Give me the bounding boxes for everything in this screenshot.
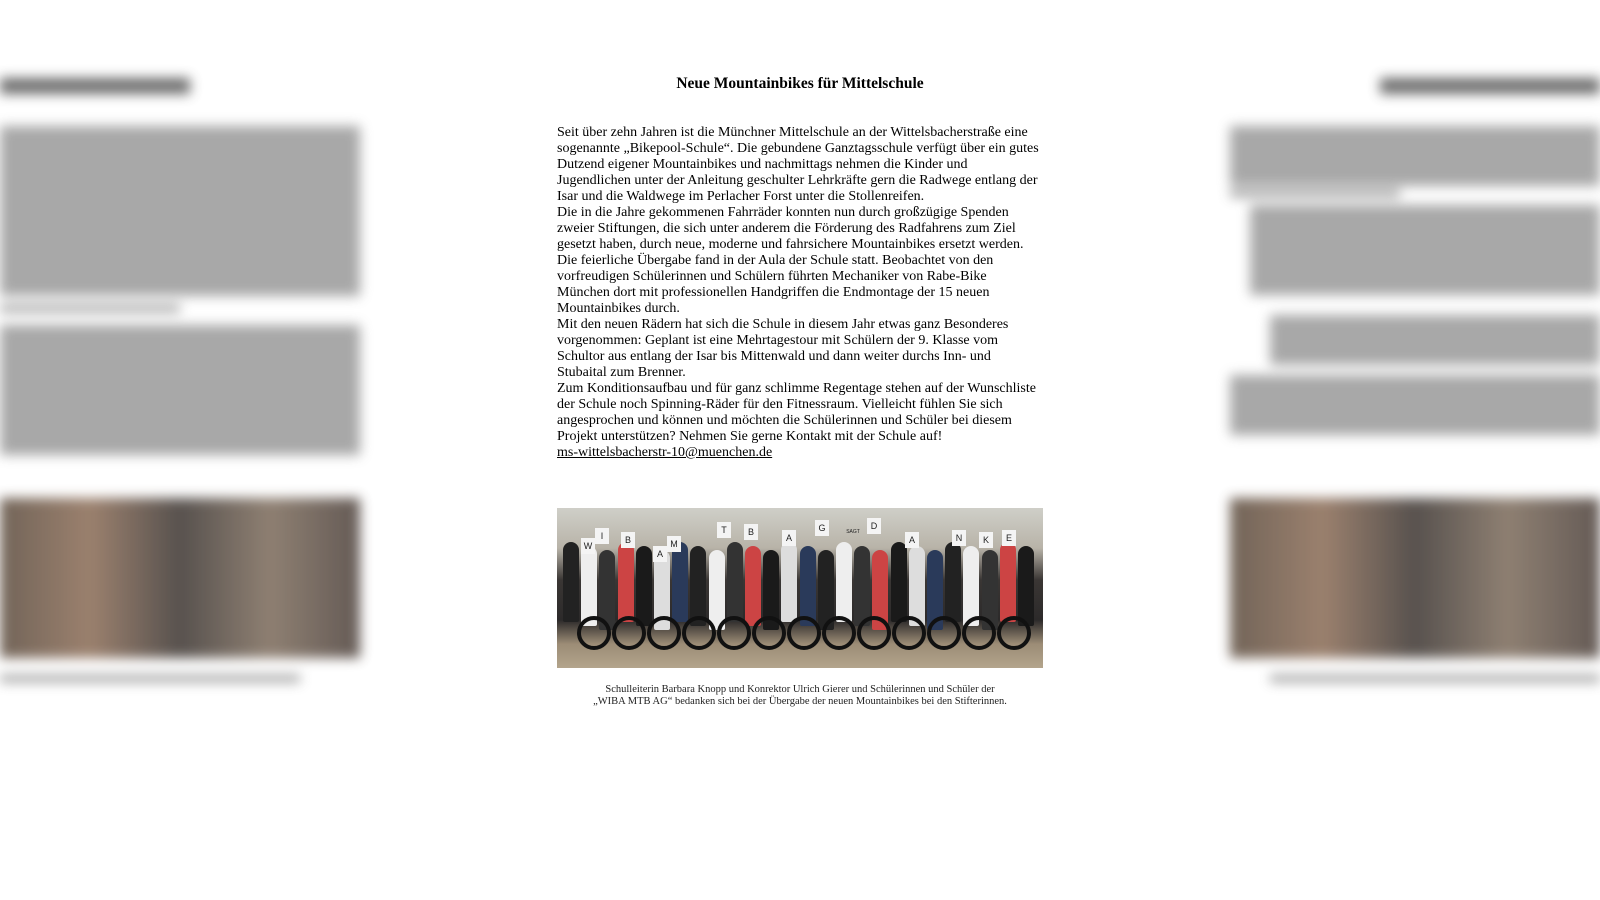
photo-sign-letter: A	[653, 546, 667, 562]
article-line: der Schule noch Spinning-Räder für den Fitnessraum. Vielleicht fühlen Sie sich	[557, 397, 1003, 412]
bike-wheel	[857, 616, 891, 650]
bike-wheel	[717, 616, 751, 650]
article-line: Mit den neuen Rädern hat sich die Schule in diesem Jahr etwas ganz Besonderes	[557, 317, 1009, 332]
person-figure	[781, 542, 797, 622]
bike-wheel	[752, 616, 786, 650]
person-figure	[909, 546, 925, 626]
article-line: Jugendlichen unter der Anleitung geschulter Lehrkräfte gern die Radwege entlang der	[557, 173, 1038, 188]
photo-sign-letter: N	[952, 530, 966, 546]
person-figure	[672, 542, 688, 622]
group-photo	[557, 508, 1043, 668]
photo-sign-letter: G	[815, 520, 829, 536]
email-line	[557, 445, 1057, 461]
photo-sign-letter: K	[979, 532, 993, 548]
bike-wheel	[612, 616, 646, 650]
person-figure	[727, 542, 743, 622]
article-line: Schultor aus entlang der Isar bis Mittenwald und dann weiter durchs Inn- und	[557, 349, 991, 364]
person-figure	[581, 546, 597, 626]
article-line: vorfreudigen Schülerinnen und Schülern führten Mechaniker von Rabe-Bike	[557, 269, 987, 284]
photo-sign-letter: B	[621, 532, 635, 548]
bike-wheel	[927, 616, 961, 650]
article-line: Isar und die Waldwege im Perlacher Forst unter die Stollenreifen.	[557, 189, 925, 204]
photo-caption	[0, 684, 1600, 708]
article-line: Mountainbikes durch.	[557, 301, 680, 316]
photo-sign-letter: A	[782, 530, 796, 546]
photo-sign-letter: M	[667, 536, 681, 552]
article-line: Die in die Jahre gekommenen Fahrräder konnten nun durch großzügige Spenden	[557, 205, 1009, 220]
article-line: angesprochen und können und möchten die Schülerinnen und Schüler bei diesem	[557, 413, 1012, 428]
article-line: Die feierliche Übergabe fand in der Aula der Schule statt. Beobachtet von den	[557, 253, 994, 268]
person-figure	[1018, 546, 1034, 626]
person-figure	[636, 546, 652, 626]
photo-sign-letter: W	[581, 538, 595, 554]
article-line: vorgenommen: Geplant ist eine Mehrtagestour mit Schülern der 9. Klasse vom	[557, 333, 999, 348]
article-line: Zum Konditionsaufbau und für ganz schlimme Regentage stehen auf der Wunschliste	[557, 381, 1036, 396]
article-line: zweier Stiftungen, die sich unter anderem die Förderung des Radfahrens zum Ziel	[557, 221, 1016, 236]
photo-sign-letter: SAGT	[846, 529, 860, 535]
person-figure	[800, 546, 816, 626]
bike-wheel	[682, 616, 716, 650]
bike-wheel	[997, 616, 1031, 650]
bike-wheel	[577, 616, 611, 650]
bike-wheel	[822, 616, 856, 650]
article-line: sogenannte „Bikepool-Schule“. Die gebundene Ganztagsschule verfügt über ein gutes	[557, 141, 1039, 156]
person-figure	[690, 546, 706, 626]
contact-email-link[interactable]: ms-wittelsbacherstr-10@muenchen.de	[557, 445, 773, 460]
photo-sign-letter: D	[867, 518, 881, 534]
article-line: Seit über zehn Jahren ist die Münchner Mittelschule an der Wittelsbacherstraße eine	[557, 125, 1028, 140]
photo-sign-letter: B	[744, 524, 758, 540]
person-figure	[618, 542, 634, 622]
person-figure	[945, 542, 961, 622]
photo-sign-letter: T	[717, 522, 731, 538]
bike-wheel	[647, 616, 681, 650]
bike-wheel	[962, 616, 996, 650]
person-figure	[891, 542, 907, 622]
person-figure	[745, 546, 761, 626]
person-figure	[836, 542, 852, 622]
caption-line: „WIBA MTB AG“ bedanken sich bei der Übergabe der neuen Mountainbikes bei den Stifterinnen.	[593, 696, 1007, 707]
person-figure	[709, 550, 725, 630]
person-figure	[1000, 542, 1016, 622]
bike-wheel	[892, 616, 926, 650]
article-line: München dort mit professionellen Handgriffen die Endmontage der 15 neuen	[557, 285, 990, 300]
caption-line: Schulleiterin Barbara Knopp und Konrektor Ulrich Gierer und Schülerinnen und Schüler der	[605, 684, 995, 695]
person-figure	[963, 546, 979, 626]
article-line: Projekt unterstützen? Nehmen Sie gerne Kontakt mit der Schule auf!	[557, 429, 943, 444]
blurred-left-page	[0, 70, 370, 710]
article-body	[557, 125, 1057, 461]
article-title: Neue Mountainbikes für Mittelschule	[676, 75, 924, 92]
article-line: Dutzend eigener Mountainbikes und nachmittags nehmen die Kinder und	[557, 157, 968, 172]
photo-sign-letter: A	[905, 532, 919, 548]
blurred-right-page	[1230, 70, 1600, 710]
article-line: gesetzt haben, durch neue, moderne und fahrsichere Mountainbikes ersetzt werden.	[557, 237, 1024, 252]
person-figure	[563, 542, 579, 622]
person-figure	[854, 546, 870, 626]
photo-sign-letter: E	[1002, 530, 1016, 546]
bike-wheel	[787, 616, 821, 650]
article-line: Stubaital zum Brenner.	[557, 365, 686, 380]
photo-sign-letter: I	[595, 528, 609, 544]
